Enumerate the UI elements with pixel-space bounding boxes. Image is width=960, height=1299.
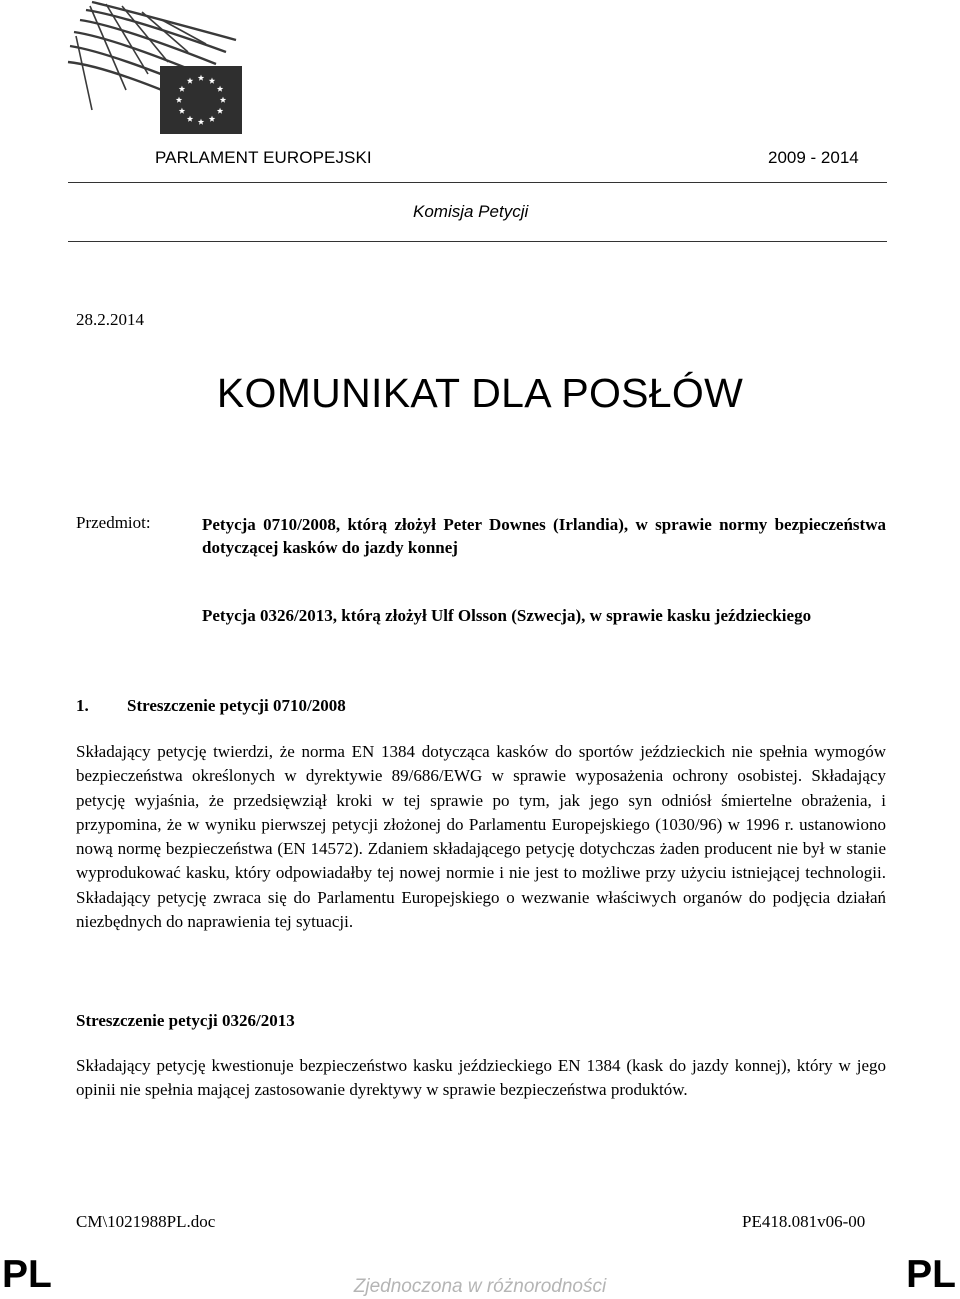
header-divider: [68, 182, 887, 183]
committee-divider: [68, 241, 887, 242]
language-code-right: PL: [906, 1253, 956, 1296]
section-paragraph: Składający petycję kwestionuje bezpieczeństwo kasku jeździeckiego EN 1384 (kask do jazdy konnej), który w jego opinii nie spełnia mającej zastosowanie dyrektywy w sprawie bezpieczeństwa produktów.: [76, 1056, 886, 1100]
subject-item: Petycja 0710/2008, którą złożył Peter Downes (Irlandia), w sprawie normy bezpieczeństwa dotyczącej kasków do jazdy konnej: [202, 515, 886, 557]
subject-item: Petycja 0326/2013, którą złożył Ulf Olsson (Szwecja), w sprawie kasku jeździeckiego: [202, 606, 812, 625]
section-heading: Streszczenie petycji 0326/2013: [76, 1011, 295, 1030]
section-heading: Streszczenie petycji 0710/2008: [127, 696, 346, 715]
document-date: 28.2.2014: [76, 310, 144, 329]
committee-name: Komisja Petycji: [413, 202, 529, 221]
subject-label: Przedmiot:: [76, 513, 151, 532]
footer-document-name: CM\1021988PL.doc: [76, 1212, 216, 1231]
footer-reference: PE418.081v06-00: [742, 1212, 866, 1231]
section-number: 1.: [76, 696, 89, 715]
parliamentary-term: 2009 - 2014: [768, 148, 859, 167]
eu-motto: Zjednoczona w różnorodności: [353, 1276, 607, 1297]
parliament-name: PARLAMENT EUROPEJSKI: [155, 148, 372, 167]
language-code-left: PL: [2, 1253, 52, 1296]
section-paragraph: Składający petycję twierdzi, że norma EN 1384 dotycząca kasków do sportów jeździeckich nie spełnia wymogów bezpieczeństwa określonych w dyrektywie 89/686/EWG w sprawie wyposażenia ochrony osobistej. Składający petycję wyjaśnia, że przedsięwziął kroki w tej sprawie po tym, jak jego syn odniósł śmiertelne obrażenia, i przypomina, że w wyniku pierwszej petycji złożonej do Parlamentu Europejskiego (1030/96) w 1996 r. ustanowiono nową normę bezpieczeństwa (EN 14572). Zdaniem składającego petycję dotychczas żaden producent nie był w stanie wyprodukować kasku, który odpowiadałby tej nowej normie i nie jest to możliwe przy użyciu istniejącej technologii. Składający petycję zwraca się do Parlamentu Europejskiego o wezwanie właściwych organów do podjęcia działań niezbędnych do naprawienia tej sytuacji.: [76, 742, 886, 932]
european-parliament-logo: [56, 0, 336, 138]
document-title: KOMUNIKAT DLA POSŁÓW: [216, 370, 744, 416]
